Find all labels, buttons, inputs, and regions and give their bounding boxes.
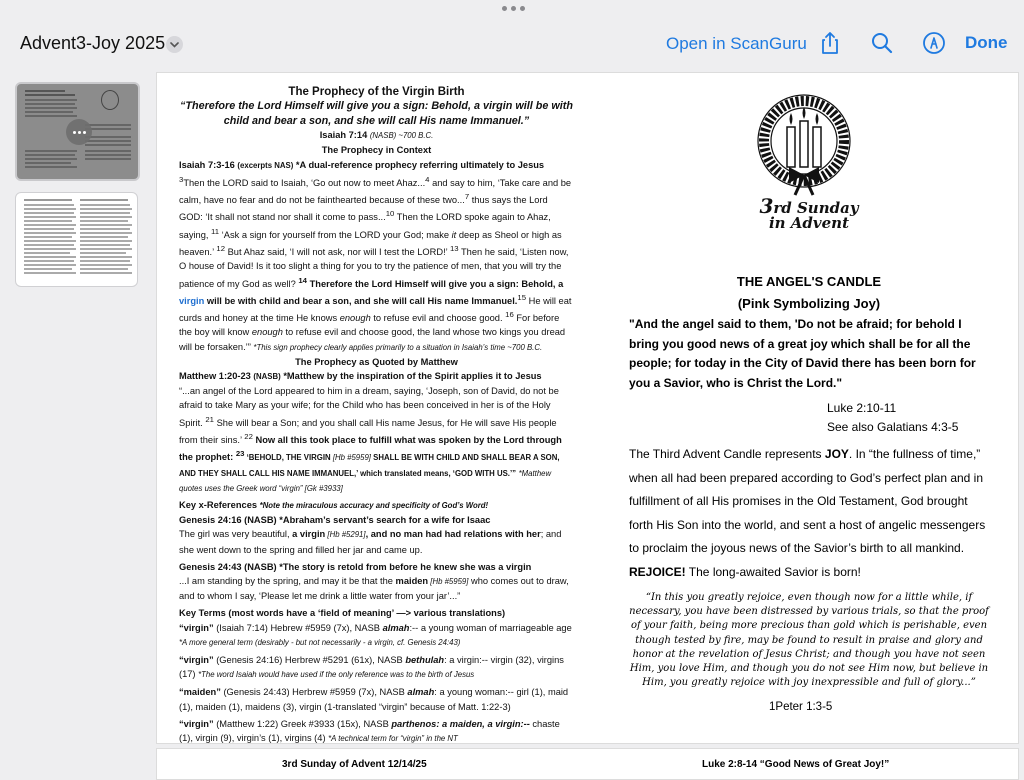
peter-reference: 1Peter 1:3-5 <box>769 701 833 713</box>
genesis-24-43: Genesis 24:43 (NASB) *The story is retold from before he knew she was a virgin ...I am standing by the spring, and may it be that the maiden [Hb #5959] who comes out to draw, and to whom I say, ‘Please let me drink a little water from your jar’...” <box>179 561 569 602</box>
toolbar <box>0 0 1024 72</box>
markup-icon[interactable] <box>921 30 947 56</box>
scripture-references: Luke 2:10-11 See also Galatians 4:3-5 <box>827 401 959 434</box>
chevron-down-icon[interactable] <box>166 36 183 53</box>
more-options-icon[interactable] <box>66 119 92 145</box>
document-title[interactable]: Advent3-Joy 2025 <box>20 33 166 53</box>
term-3: “maiden” (Genesis 24:43) Herbrew #5959 (7x), NASB almah: a young woman:-- girl (1), maid (1), maiden (1), maidens (3), virgin (1-translated “virgin” because of Matt. 1:22-3) <box>179 687 569 712</box>
context-heading: The Prophecy in Context <box>321 145 432 156</box>
document-page-1[interactable] <box>156 72 1019 744</box>
peter-quote: “In this you greatly rejoice, even though now for a little while, if necessary, you have been distressed by various trials, so that the proof of your faith, being more precious than gold which is perishable, even though tested by fire, may be found to result in praise and glory and honor at the revelation of Jesus Christ; and though you have not seen Him, you love Him, and though you do not see Him now, but believe in Him, you greatly rejoice with joy inexpressible and full of glory...” <box>629 592 989 689</box>
context-passage: Isaiah 7:3-16 (excerpts NAS) *A dual-reference prophecy referring ultimately to Jesus $^3$Then the LORD said to Isaiah, ‘Go out now to meet Ahaz...$^4$ and say to him, ‘Take care and be calm, have no fear and do not be fainthearted because of these two...$^7$ thus says the Lord GOD: ‘It shall not stand nor shall it come to pass...$^{10}$ Then the LORD spoke again to Ahaz, saying, $^{11}$ ‘Ask a sign for yourself from the LORD your God; make it deep as Sheol or high as heaven.’ $^{12}$ But Ahaz said, ‘I will not ask, nor will I test the LORD!’ $^{13}$ Then he said, ‘Listen now, O house of David! Is it too slight a thing for you to try the patience of men, that you will try the patience of my God as well? $^{14}$ Therefore the Lord Himself will give you a sign: Behold, a virgin will be with child and bear a son, and she will call His name Immanuel.$^{15}$ He will eat curds and honey at the time He knows enough to refuse evil and choose good. $^{16}$ For before the boy will know enough to refuse evil and choose good, the land whose two kings you dread will be forsaken.’” *This sign prophecy clearly applies primarily to a situation in Isaiah’s time ~700 B.C. <box>179 159 572 352</box>
page2-right-title: Luke 2:8-14 “Good News of Great Joy!” <box>702 759 890 770</box>
page-thumbnail-2[interactable] <box>15 192 138 287</box>
advent-wreath-icon <box>749 91 859 201</box>
multitasking-dots-icon[interactable] <box>502 6 525 11</box>
page2-left-title: 3rd Sunday of Advent 12/14/25 <box>282 759 427 770</box>
search-icon[interactable] <box>869 30 895 56</box>
share-icon[interactable] <box>817 30 843 56</box>
done-button[interactable]: Done <box>965 33 1008 52</box>
matthew-heading: The Prophecy as Quoted by Matthew <box>295 356 458 367</box>
wreath-thumbnail-icon <box>101 90 119 110</box>
angels-candle-title: THE ANGEL'S CANDLE (Pink Symbolizing Joy) <box>736 274 882 311</box>
document-page-2[interactable] <box>156 748 1019 780</box>
term-2: “virgin” (Genesis 24:16) Herbrew #5291 (61x), NASB bethulah: a virgin:-- virgin (32), virgins (17) *The word Isaiah would have used if the only reference was to the birth of Jesus <box>179 654 564 680</box>
angel-quote: "And the angel said to them, 'Do not be afraid; for behold I bring you good news of a great joy which shall be for all the people; for today in the City of David there has been born for you a Savior, who is Christ the Lord." <box>629 317 976 390</box>
main-quote: “Therefore the Lord Himself will give you a sign: Behold, a virgin will be with child and bear a son, and she will call His name Immanuel.” <box>180 100 573 127</box>
genesis-24-16: Genesis 24:16 (NASB) *Abraham’s servant’s search for a wife for Isaac The girl was very beautiful, a virgin [Hb #5291], and no man had had relations with her; and she went down to the spring and filled her jar and came up. <box>179 515 562 555</box>
matthew-passage: Matthew 1:20-23 (NASB) *Matthew by the inspiration of the Spirit applies it to Jesus “...an angel of the Lord appeared to him in a dream, saying, ‘Joseph, son of David, do not be afraid to take Mary as your wife; for the Child who has been conceived in her is of the Holy Spirit. $^{21}$ She will bear a Son; and you shall call His name Jesus, for He will save His people from their sins.’ $^{22}$ Now all this took place to fulfill what was spoken by the Lord through the prophet: $^{23}$ ‘BEHOLD, THE VIRGIN [Hb #5959] SHALL BE WITH CHILD AND SHALL BEAR A SON, AND THEY SHALL CALL HIS NAME IMMANUEL,’ which translated means, ‘GOD WITH US.’” *Matthew quotes uses the Greek word “virgin” [Gk #3933] <box>179 371 562 493</box>
page-thumbnail-1[interactable] <box>15 82 140 181</box>
prophecy-title: The Prophecy of the Virgin Birth <box>288 86 465 98</box>
term-4: “virgin” (Matthew 1:22) Greek #3933 (15x), NASB parthenos: a maiden, a virgin:-- chaste (1), virgin (9), virgin’s (1), virgins (4) *A technical term for “virgin” in the NT <box>179 718 560 743</box>
prophecy-column <box>179 85 574 744</box>
term-1: “virgin” (Isaiah 7:14) Hebrew #5959 (7x), NASB almah:-- a young woman of marriageable age *A more general term (desirably - but not necessarily - a virgin, cf. Genesis 24:43) <box>179 622 572 647</box>
third-sunday-heading: 3rd Sunday in Advent <box>759 194 859 232</box>
key-terms-heading: Key Terms (most words have a ‘field of meaning’ —> various translations) <box>179 608 506 619</box>
page-thumbnail-sidebar <box>0 72 150 768</box>
virgin-link[interactable]: virgin <box>179 295 205 306</box>
candle-description: The Third Advent Candle represents JOY. In “the fullness of time,” when all had been prepared according to God’s perfect plan and in fulfillment of all His promises in the Old Testament, God brought forth His Son into the world, and sent a host of angelic messengers to proclaim the joyous news of the Savior’s birth to all mankind. REJOICE! The long-awaited Savior is born! <box>629 447 986 579</box>
open-in-scanguru-button[interactable]: Open in ScanGuru <box>666 34 807 53</box>
key-x-references: Key x-References *Note the miraculous accuracy and specificity of God’s Word! <box>179 499 489 510</box>
main-reference: Isaiah 7:14 (NASB) ~700 B.C. <box>319 130 434 141</box>
